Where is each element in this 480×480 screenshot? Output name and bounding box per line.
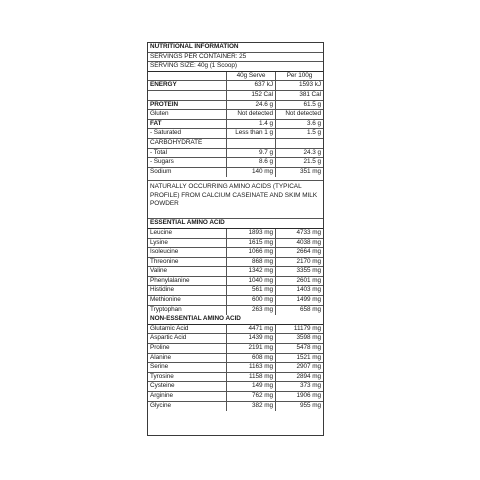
nutrient-name: Leucine bbox=[148, 229, 227, 238]
per100-value: 24.3 g bbox=[303, 148, 321, 156]
nutrient-name: Gluten bbox=[148, 110, 227, 119]
nutrient-row bbox=[148, 139, 323, 149]
servings-per-container: SERVINGS PER CONTAINER: 25 bbox=[148, 53, 323, 63]
amino-acid-row bbox=[148, 229, 323, 239]
per100-value: 1403 mg bbox=[296, 286, 321, 294]
serve-value: 152 Cal bbox=[227, 91, 276, 100]
amino-acid-row bbox=[148, 344, 323, 354]
column-header-blank bbox=[148, 72, 227, 81]
nutrient-name: Lysine bbox=[148, 239, 227, 248]
serve-value bbox=[227, 139, 276, 148]
nutrient-name bbox=[148, 91, 227, 100]
nutrient-name: Sodium bbox=[148, 168, 227, 178]
per100-value: 2664 mg bbox=[296, 248, 321, 256]
nutrient-name: CARBOHYDRATE bbox=[148, 139, 227, 148]
nutrient-row bbox=[148, 91, 323, 101]
nutrient-name: Aspartic Acid bbox=[148, 334, 227, 343]
amino-acid-note: NATURALLY OCCURRING AMINO ACIDS (TYPICAL PROFILE) FROM CALCIUM CASEINATE AND SKIM MILK POWDER bbox=[148, 181, 323, 219]
amino-acid-row bbox=[148, 306, 323, 316]
per100-value: 2170 mg bbox=[296, 257, 321, 265]
per100-value: 1593 kJ bbox=[298, 81, 321, 89]
nutrient-row bbox=[148, 149, 323, 159]
nutrient-name: Tyrosine bbox=[148, 373, 227, 382]
nutrient-row bbox=[148, 158, 323, 168]
per100-value: 2894 mg bbox=[296, 372, 321, 380]
per100-value: 373 mg bbox=[299, 382, 321, 390]
amino-acid-row bbox=[148, 363, 323, 373]
serve-value: 1158 mg bbox=[227, 373, 276, 382]
nutrient-name: Valine bbox=[148, 267, 227, 276]
serve-value: 4471 mg bbox=[227, 325, 276, 334]
serve-value: 1066 mg bbox=[227, 248, 276, 257]
nutrient-name: Isoleucine bbox=[148, 248, 227, 257]
serve-value: 868 mg bbox=[227, 258, 276, 267]
per100-value: 1521 mg bbox=[296, 353, 321, 361]
per100-value: 61.5 g bbox=[303, 100, 321, 108]
serve-value: 2191 mg bbox=[227, 344, 276, 353]
per100-value: Not detected bbox=[285, 110, 321, 118]
amino-acid-row bbox=[148, 277, 323, 287]
per100-value bbox=[276, 139, 323, 148]
nutrient-name: Methionine bbox=[148, 296, 227, 305]
amino-acid-row bbox=[148, 373, 323, 383]
amino-acid-row bbox=[148, 354, 323, 364]
amino-acid-row bbox=[148, 258, 323, 268]
per100-value: 11179 mg bbox=[293, 324, 321, 332]
amino-acid-row bbox=[148, 286, 323, 296]
serve-value: 762 mg bbox=[227, 392, 276, 401]
serve-value: 263 mg bbox=[227, 306, 276, 316]
serve-value: Less than 1 g bbox=[227, 129, 276, 138]
nutrient-name: ENERGY bbox=[148, 81, 227, 90]
serve-value: 24.6 g bbox=[227, 101, 276, 110]
nutrient-name: Histidine bbox=[148, 286, 227, 295]
serving-size: SERVING SIZE: 40g (1 Scoop) bbox=[148, 62, 323, 72]
serve-value: 1.4 g bbox=[227, 120, 276, 129]
serve-value: 140 mg bbox=[227, 168, 276, 178]
per100-value: 4038 mg bbox=[296, 238, 321, 246]
serve-value: 637 kJ bbox=[227, 81, 276, 90]
nutrient-name: - Total bbox=[148, 149, 227, 158]
per100-value: 1499 mg bbox=[296, 296, 321, 304]
serve-value: 9.7 g bbox=[227, 149, 276, 158]
serve-value: 149 mg bbox=[227, 382, 276, 391]
nutrient-name: Tryptophan bbox=[148, 306, 227, 316]
nutrient-name: Glutamic Acid bbox=[148, 325, 227, 334]
serve-value: 1163 mg bbox=[227, 363, 276, 372]
per100-value: 351 mg bbox=[299, 167, 321, 175]
per100-value: 658 mg bbox=[299, 305, 321, 313]
per100-value: 1906 mg bbox=[296, 392, 321, 399]
serve-value: 1615 mg bbox=[227, 239, 276, 248]
serve-value: 8.6 g bbox=[227, 158, 276, 167]
serve-value: 561 mg bbox=[227, 286, 276, 295]
nutrition-panel bbox=[147, 42, 324, 436]
amino-acid-row bbox=[148, 296, 323, 306]
non-essential-heading: NON-ESSENTIAL AMINO ACID bbox=[148, 315, 323, 325]
nutrient-name: Serine bbox=[148, 363, 227, 372]
per100-value: 381 Cal bbox=[299, 90, 321, 98]
nutrient-name: - Sugars bbox=[148, 158, 227, 167]
nutrient-row bbox=[148, 81, 323, 91]
nutrient-name: Arginine bbox=[148, 392, 227, 401]
nutrient-name: Cysteine bbox=[148, 382, 227, 391]
nutrient-name: Phenylalanine bbox=[148, 277, 227, 286]
nutrient-rows bbox=[148, 81, 323, 177]
serve-value: 382 mg bbox=[227, 402, 276, 412]
nutrient-name: PROTEIN bbox=[148, 101, 227, 110]
nutrient-row bbox=[148, 110, 323, 120]
per100-value: 955 mg bbox=[299, 401, 321, 409]
nutrient-name: Threonine bbox=[148, 258, 227, 267]
serve-value: 1342 mg bbox=[227, 267, 276, 276]
nutrient-name: FAT bbox=[148, 120, 227, 129]
per100-value: 3598 mg bbox=[296, 334, 321, 342]
serve-value: 600 mg bbox=[227, 296, 276, 305]
panel-title: NUTRITIONAL INFORMATION bbox=[148, 43, 323, 53]
nutrient-row bbox=[148, 120, 323, 130]
amino-acid-row bbox=[148, 392, 323, 402]
per100-value: 4733 mg bbox=[296, 228, 321, 236]
per100-value: 3.6 g bbox=[307, 119, 321, 127]
per100-value: 2907 mg bbox=[296, 363, 321, 371]
nutrient-name: - Saturated bbox=[148, 129, 227, 138]
serve-value: 1439 mg bbox=[227, 334, 276, 343]
essential-heading: ESSENTIAL AMINO ACID bbox=[148, 219, 323, 229]
amino-acid-row bbox=[148, 402, 323, 412]
column-header-per100: Per 100g bbox=[286, 71, 313, 79]
per100-value: 3355 mg bbox=[296, 267, 321, 275]
serve-value: Not detected bbox=[227, 110, 276, 119]
serve-value: 1893 mg bbox=[227, 229, 276, 238]
per100-value: 21.5 g bbox=[303, 158, 321, 166]
non-essential-rows bbox=[148, 325, 323, 411]
per100-value: 1.5 g bbox=[307, 129, 321, 137]
nutrient-name: Proline bbox=[148, 344, 227, 353]
serve-value: 1040 mg bbox=[227, 277, 276, 286]
per100-value: 2601 mg bbox=[296, 276, 321, 284]
essential-rows bbox=[148, 229, 323, 315]
amino-acid-row bbox=[148, 267, 323, 277]
amino-acid-row bbox=[148, 248, 323, 258]
per100-value: 5478 mg bbox=[296, 344, 321, 352]
column-header-serve: 40g Serve bbox=[227, 72, 276, 81]
nutrient-name: Glycine bbox=[148, 402, 227, 412]
serve-value: 608 mg bbox=[227, 354, 276, 363]
amino-acid-row bbox=[148, 382, 323, 392]
amino-acid-row bbox=[148, 239, 323, 249]
nutrient-name: Alanine bbox=[148, 354, 227, 363]
nutrient-row bbox=[148, 101, 323, 111]
amino-acid-row bbox=[148, 334, 323, 344]
amino-acid-row bbox=[148, 325, 323, 335]
column-headers bbox=[148, 72, 323, 82]
nutrient-row bbox=[148, 129, 323, 139]
nutrient-row bbox=[148, 168, 323, 178]
